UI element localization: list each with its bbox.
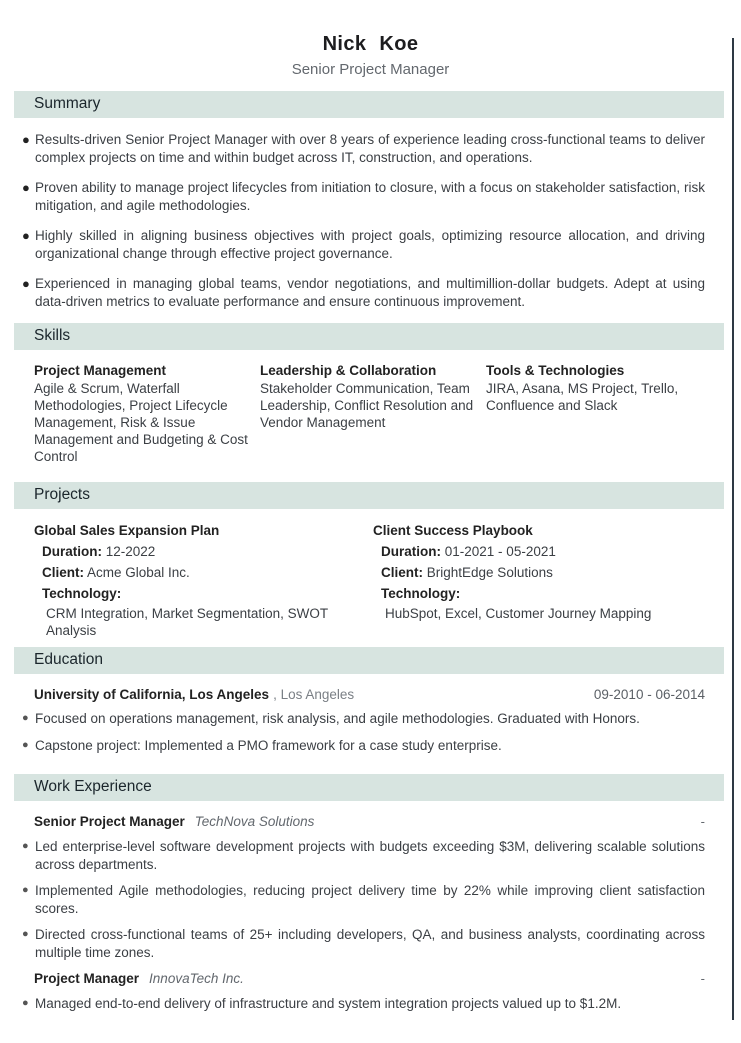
- education-section-header: Education: [14, 647, 724, 674]
- work-company: InnovaTech Inc.: [149, 971, 244, 986]
- education-institution: University of California, Los Angeles: [34, 687, 270, 702]
- project-technology-list: HubSpot, Excel, Customer Journey Mapping: [385, 606, 652, 621]
- duration-value: 12-2022: [105, 544, 156, 559]
- work-dates: -: [700, 814, 705, 829]
- bullet-icon: ●: [22, 928, 29, 940]
- work-bullet-list: [0, 993, 741, 1013]
- project-technology-label: Technology:: [42, 586, 122, 601]
- project-name: Global Sales Expansion Plan: [34, 523, 220, 538]
- work-dates: -: [700, 971, 705, 986]
- candidate-job-title: Senior Project Manager: [291, 61, 450, 78]
- skill-group-items: JIRA, Asana, MS Project, Trello, Confluence and Slack: [486, 381, 679, 413]
- bullet-icon: ●: [22, 228, 30, 243]
- bullet-icon: ●: [22, 132, 30, 147]
- duration-value: 01-2021 - 05-2021: [444, 544, 556, 559]
- duration-label: Duration:: [381, 544, 441, 559]
- work-experience-section-header: Work Experience: [14, 774, 724, 801]
- resume-header: [0, 0, 741, 79]
- project-duration: [381, 543, 705, 560]
- skill-group: [260, 362, 486, 465]
- work-bullet: [22, 995, 705, 1013]
- projects-section-header: Projects: [14, 482, 724, 509]
- skill-group-name: Leadership & Collaboration: [260, 363, 437, 378]
- summary-bullet-text: Highly skilled in aligning business objectives with project goals, optimizing resource allocation, and driving organizational change through effective project governance.: [35, 228, 705, 261]
- work-bullet: [22, 926, 705, 961]
- skill-group-items: Stakeholder Communication, Team Leadership, Conflict Resolution and Vendor Management: [260, 381, 474, 430]
- work-role: Project Manager: [34, 971, 140, 986]
- summary-section-header: Summary: [14, 91, 724, 118]
- work-bullet-text: Led enterprise-level software development projects with budgets exceeding $3M, delivering scalable solutions across departments.: [35, 839, 705, 872]
- summary-bullet: [22, 275, 705, 310]
- duration-label: Duration:: [42, 544, 102, 559]
- project-name: Client Success Playbook: [373, 523, 533, 538]
- bullet-icon: ●: [22, 884, 29, 896]
- project-client: [42, 564, 373, 581]
- summary-bullet: [22, 179, 705, 214]
- bullet-icon: ●: [22, 180, 30, 195]
- education-bullet-list: [0, 710, 741, 754]
- skill-group-name: Tools & Technologies: [486, 363, 625, 378]
- client-label: Client:: [381, 565, 423, 580]
- work-bullet: [22, 882, 705, 917]
- client-label: Client:: [42, 565, 84, 580]
- work-bullet-text: Directed cross-functional teams of 25+ including developers, QA, and business analysts, coordinating across multiple time zones.: [35, 927, 705, 960]
- work-bullet-text: Managed end-to-end delivery of infrastructure and system integration projects valued up to $1.2M.: [35, 996, 622, 1011]
- client-value: BrightEdge Solutions: [426, 565, 553, 580]
- work-entry-header: [34, 813, 705, 831]
- project-item: [34, 522, 373, 639]
- summary-bullet-text: Proven ability to manage project lifecycles from initiation to closure, with a focus on stakeholder satisfaction, risk mitigation, and agile methodologies.: [35, 180, 705, 213]
- education-location: , Los Angeles: [273, 687, 355, 702]
- project-duration: [42, 543, 373, 560]
- summary-bullet-list: [0, 118, 741, 310]
- work-bullet: [22, 838, 705, 873]
- education-bullet-text: Capstone project: Implemented a PMO framework for a case study enterprise.: [35, 737, 502, 753]
- education-bullet: [22, 710, 705, 728]
- education-bullet-text: Focused on operations management, risk analysis, and agile methodologies. Graduated with Honors.: [35, 711, 640, 726]
- project-technology-label: Technology:: [381, 586, 461, 601]
- work-bullet-list: [0, 836, 741, 961]
- skill-group: [34, 362, 260, 465]
- candidate-name: Nick Koe: [322, 33, 419, 55]
- client-value: Acme Global Inc.: [87, 565, 190, 580]
- work-bullet-text: Implemented Agile methodologies, reducing project delivery time by 22% while improving client satisfaction scores.: [35, 883, 705, 916]
- skill-group-items: Agile & Scrum, Waterfall Methodologies, Project Lifecycle Management, Risk & Issue Management and Budgeting & Cost Control: [34, 381, 248, 464]
- skill-group: [486, 362, 705, 465]
- bullet-icon: ●: [22, 840, 29, 852]
- skills-grid: [34, 362, 705, 465]
- work-role: Senior Project Manager: [34, 814, 185, 829]
- skill-group-name: Project Management: [34, 363, 167, 378]
- work-company: TechNova Solutions: [194, 814, 315, 829]
- work-entry-header: [34, 970, 705, 988]
- education-bullet: [22, 737, 705, 755]
- summary-bullet-text: Experienced in managing global teams, vendor negotiations, and multimillion-dollar budgets. Adept at using data-driven metrics to evaluate performance and ensure continuous improvement.: [35, 276, 705, 309]
- page-right-border: [732, 38, 734, 1020]
- skills-section-header: Skills: [14, 323, 724, 350]
- project-client: [381, 564, 705, 581]
- bullet-icon: ●: [22, 738, 29, 751]
- projects-grid: [34, 522, 705, 639]
- bullet-icon: ●: [22, 997, 29, 1009]
- education-dates: 09-2010 - 06-2014: [593, 687, 705, 702]
- summary-bullet-text: Results-driven Senior Project Manager with over 8 years of experience leading cross-functional teams to deliver complex projects on time and within budget across IT, construction, and operations.: [35, 132, 705, 165]
- bullet-icon: ●: [22, 276, 30, 291]
- summary-bullet: [22, 227, 705, 262]
- bullet-icon: ●: [22, 712, 29, 724]
- education-entry-header: [34, 686, 705, 704]
- summary-bullet: [22, 131, 705, 166]
- project-item: [373, 522, 705, 639]
- project-technology-list: CRM Integration, Market Segmentation, SWOT Analysis: [46, 606, 328, 638]
